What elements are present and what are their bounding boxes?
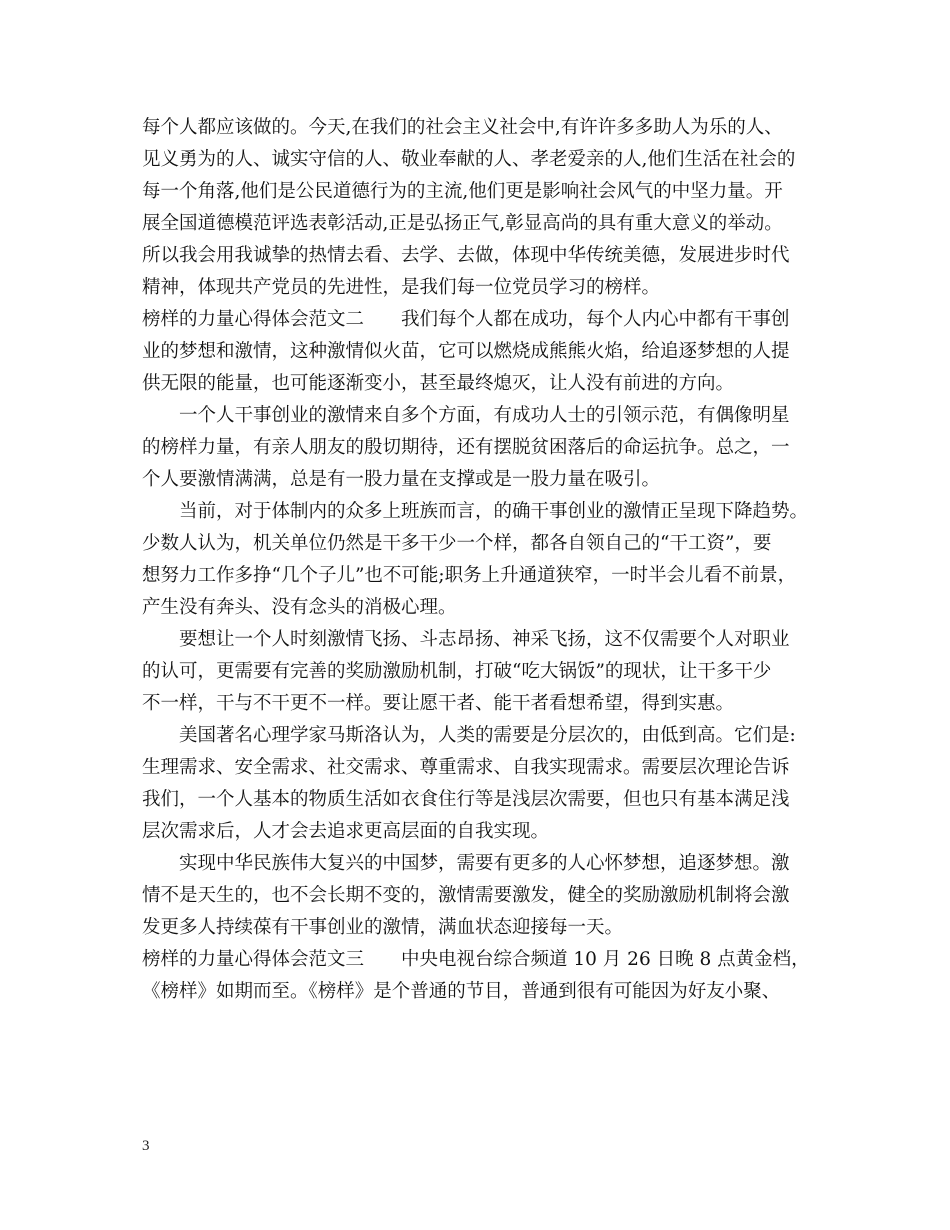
text-line: 的认可，更需要有完善的奖励激励机制，打破“吃大锅饭”的现状，让干多干少 xyxy=(142,661,772,682)
text-line: 当前，对于体制内的众多上班族而言，的确干事创业的激情正呈现下降趋势。 xyxy=(179,501,809,522)
text-line: 精神，体现共产党员的先进性，是我们每一位党员学习的榜样。 xyxy=(142,277,661,298)
text-line: 我们，一个人基本的物质生活如衣食住行等是浅层次需要，但也只有基本满足浅 xyxy=(142,789,790,810)
text-line: 一个人干事创业的激情来自多个方面，有成功人士的引领示范，有偶像明星 xyxy=(179,405,790,426)
text-line: 生理需求、安全需求、社交需求、尊重需求、自我实现需求。需要层次理论告诉 xyxy=(142,757,790,778)
text-line: 不一样，干与不干更不一样。要让愿干者、能干者看想希望，得到实惠。 xyxy=(142,693,735,714)
text-line: 个人要激情满满，总是有一股力量在支撑或是一股力量在吸引。 xyxy=(142,469,661,490)
document-body xyxy=(142,112,822,1008)
text-line: 少数人认为，机关单位仍然是干多干少一个样，都各自领自己的“干工资”，要 xyxy=(142,533,772,554)
text-line: 想努力工作多挣“几个子儿”也不可能;职务上升通道狭窄，一时半会儿看不前景， xyxy=(142,565,797,586)
text-line: 榜样的力量心得体会范文三 中央电视台综合频道 10 月 26 日晚 8 点黄金档， xyxy=(142,949,810,970)
text-line: 美国著名心理学家马斯洛认为，人类的需要是分层次的，由低到高。它们是: xyxy=(179,725,796,746)
text-line: 展全国道德模范评选表彰活动,正是弘扬正气,彰显高尚的具有重大意义的举动。 xyxy=(142,213,783,234)
text-line: 《榜样》如期而至。《榜样》是个普通的节目，普通到很有可能因为好友小聚、 xyxy=(142,981,781,1002)
text-line: 供无限的能量，也可能逐渐变小，甚至最终熄灭，让人没有前进的方向。 xyxy=(142,373,735,394)
text-line: 榜样的力量心得体会范文二 我们每个人都在成功，每个人内心中都有干事创 xyxy=(142,309,790,330)
text-line: 发更多人持续葆有干事创业的激情，满血状态迎接每一天。 xyxy=(142,917,624,938)
text-line: 业的梦想和激情，这种激情似火苗，它可以燃烧成熊熊火焰，给追逐梦想的人提 xyxy=(142,341,790,362)
text-line: 层次需求后，人才会去追求更高层面的自我实现。 xyxy=(142,821,550,842)
text-line: 产生没有奔头、没有念头的消极心理。 xyxy=(142,597,457,618)
text-line: 所以我会用我诚挚的热情去看、去学、去做，体现中华传统美德，发展进步时代 xyxy=(142,245,790,266)
text-line: 每个人都应该做的。今天,在我们的社会主义社会中,有许许多多助人为乐的人、 xyxy=(142,117,783,138)
text-line: 要想让一个人时刻激情飞扬、斗志昂扬、神采飞扬，这不仅需要个人对职业 xyxy=(179,629,790,650)
text-line: 见义勇为的人、诚实守信的人、敬业奉献的人、孝老爱亲的人,他们生活在社会的 xyxy=(142,149,796,170)
text-line: 的榜样力量，有亲人朋友的殷切期待，还有摆脱贫困落后的命运抗争。总之，一 xyxy=(142,437,790,458)
text-line: 每一个角落,他们是公民道德行为的主流,他们更是影响社会风气的中坚力量。开 xyxy=(142,181,783,202)
page-number: 3 xyxy=(142,1138,150,1154)
text-line: 实现中华民族伟大复兴的中国梦，需要有更多的人心怀梦想，追逐梦想。激 xyxy=(179,853,790,874)
text-line: 情不是天生的，也不会长期不变的，激情需要激发，健全的奖励激励机制将会激 xyxy=(142,885,790,906)
